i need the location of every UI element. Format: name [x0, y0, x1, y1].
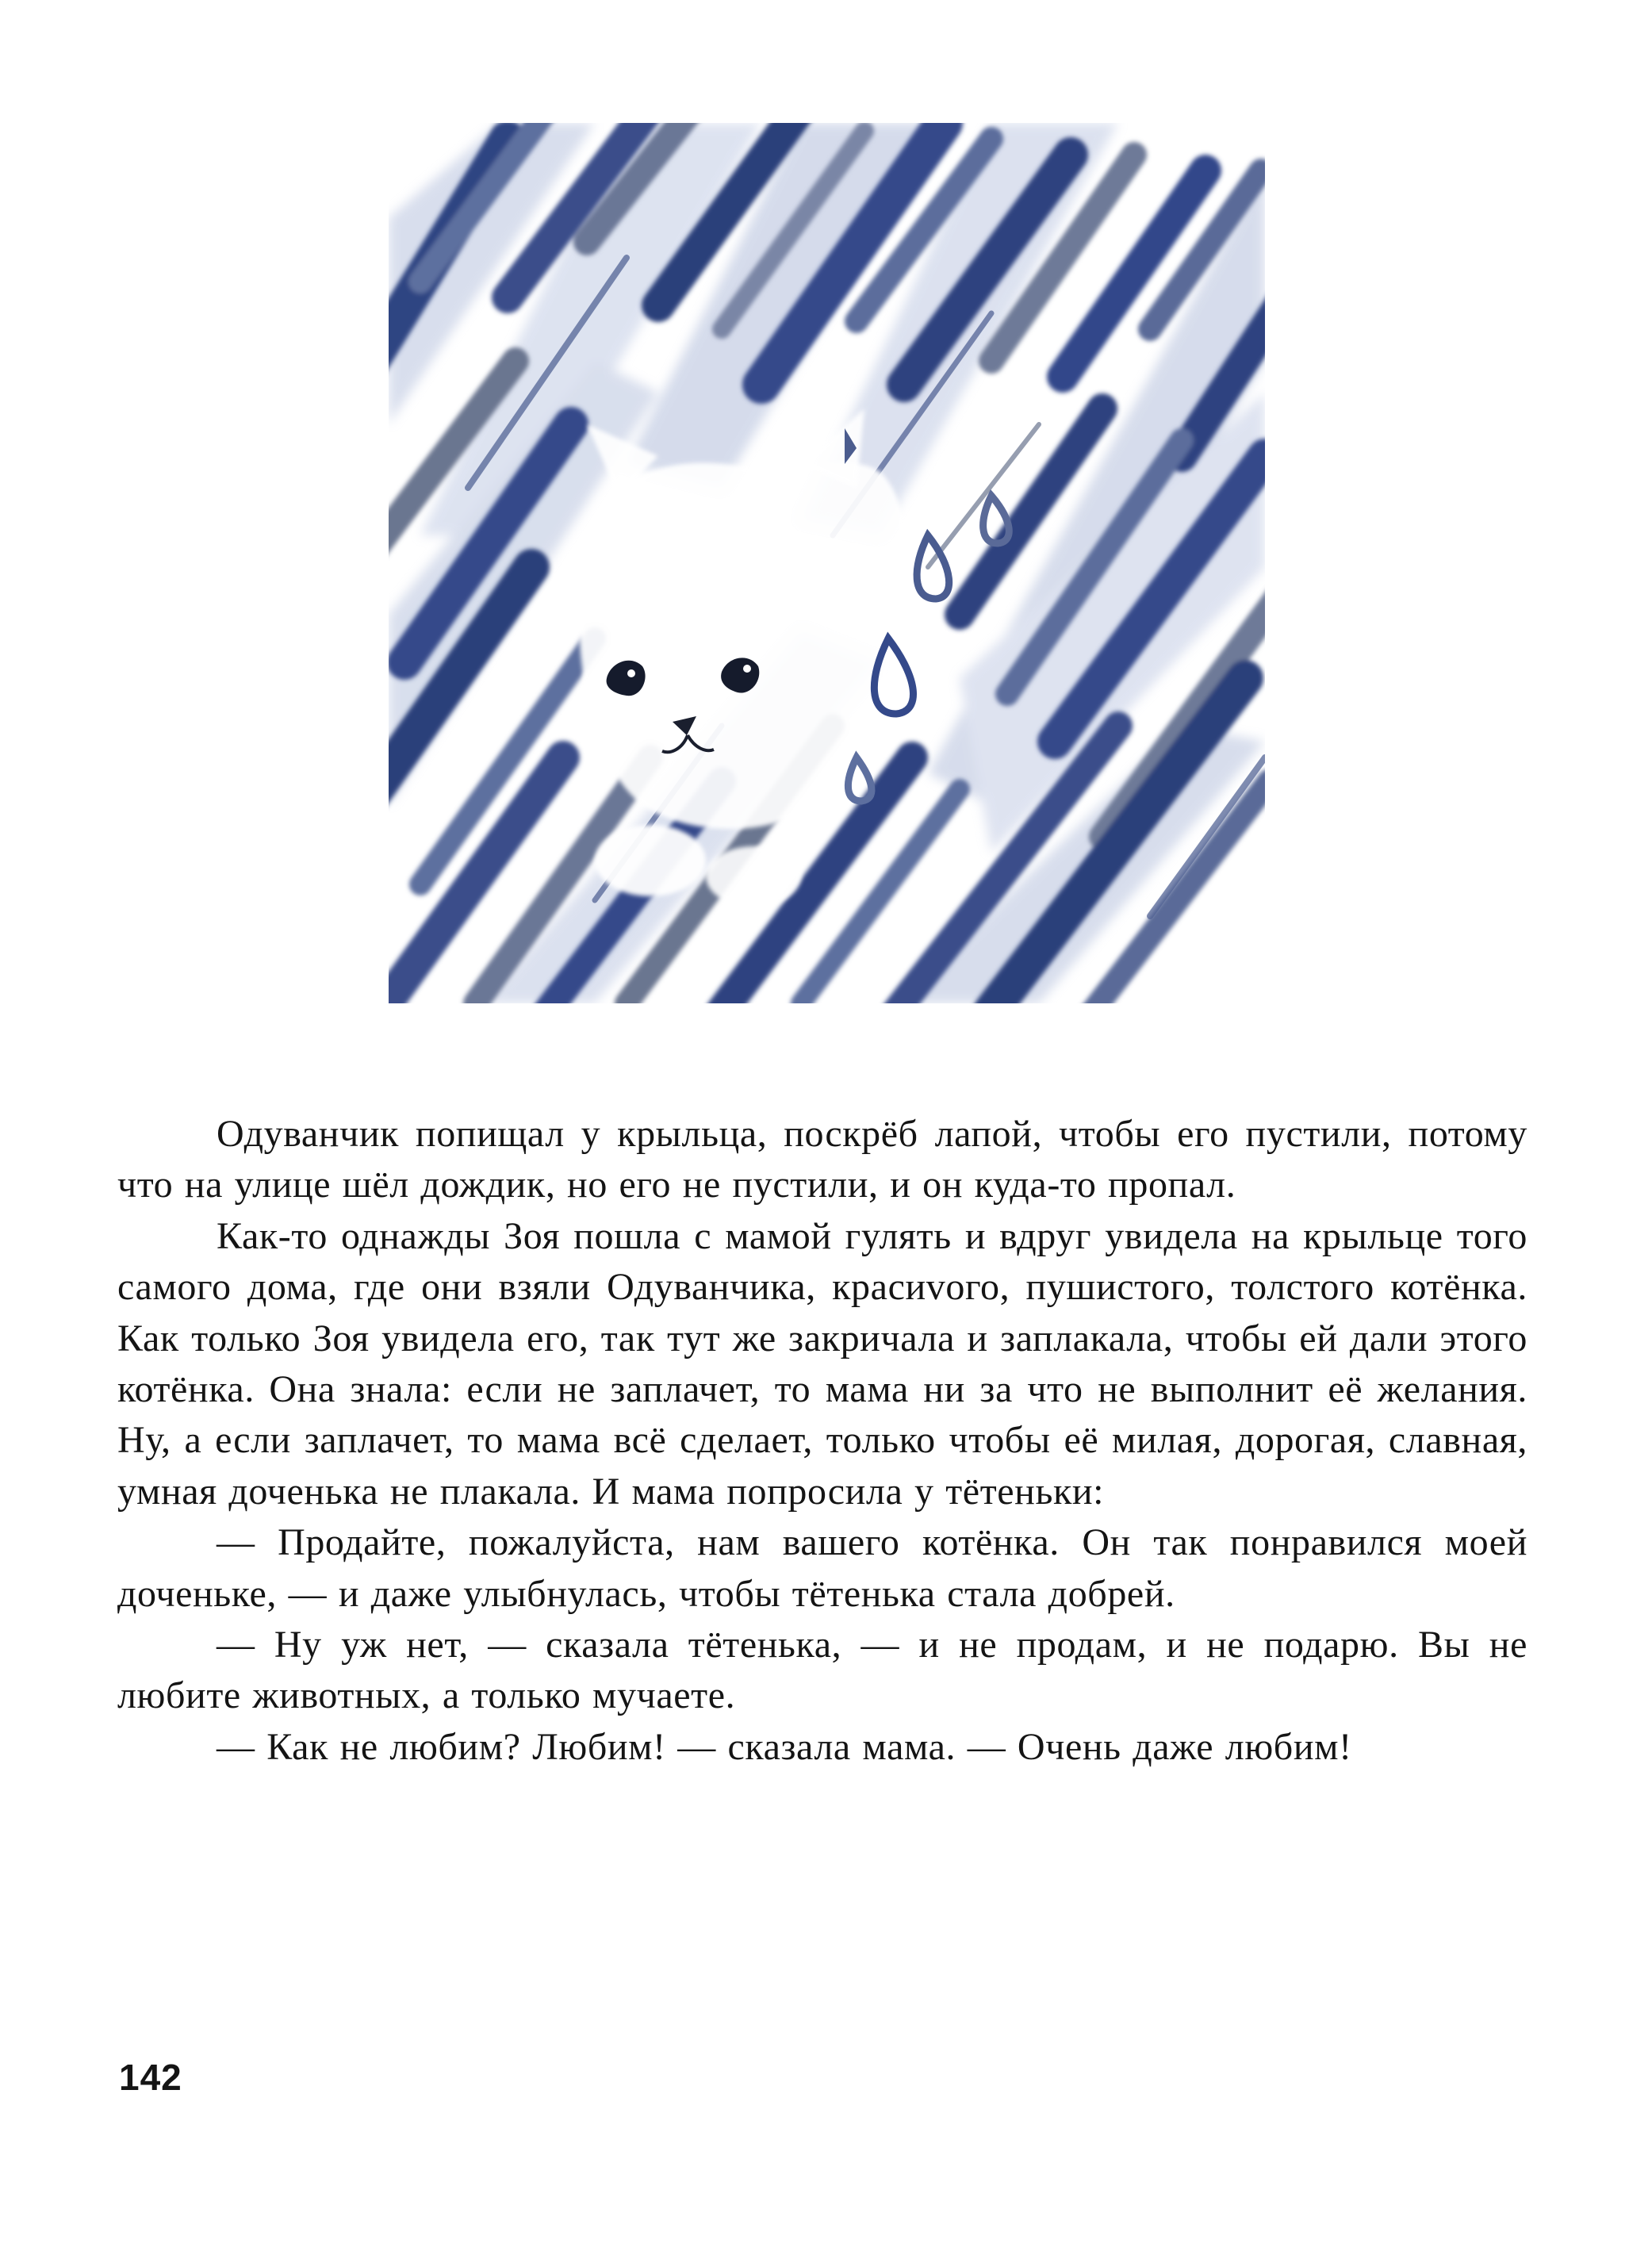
paragraph: — Ну уж нет, — сказала тётенька, — и не продам, и не подарю. Вы не любите животных, а только мучаете.: [117, 1624, 1527, 1717]
page-number: 142: [119, 2057, 182, 2098]
paragraph: — Продайте, пожалуйста, нам вашего котёнка. Он так понравился моей доченьке, — и даже улыбнулась, чтобы тётенька стала добрей.: [117, 1521, 1527, 1615]
watercolor-painting: [389, 123, 1265, 1003]
story-text: [117, 1109, 1527, 1773]
paragraph: — Как не любим? Любим! — сказала мама. — Очень даже любим!: [217, 1725, 1352, 1768]
paragraph: Как-то однажды Зоя пошла с мамой гулять и вдруг увидела на крыльце того самого дома, где они взяли Одуванчика, красиvого, пушистого, толстого котёнка. Как только Зоя увидела его, так тут же закричала и заплакала, чтобы ей дали этого котёнка. Она знала: если не заплачет, то мама ни за что не выполнит её желания. Ну, а если заплачет, то мама всё сделает, только чтобы её милая, дорогая, славная, умная доченька не плакала. И мама попросила у тётеньки:: [117, 1214, 1527, 1513]
paragraph: Одуванчик попищал у крыльца, поскрёб лапой, чтобы его пустили, потому что на улице шёл дождик, но его не пустили, и он куда-то пропал.: [117, 1113, 1527, 1206]
kitten-in-rain-illustration: [389, 123, 1265, 1003]
